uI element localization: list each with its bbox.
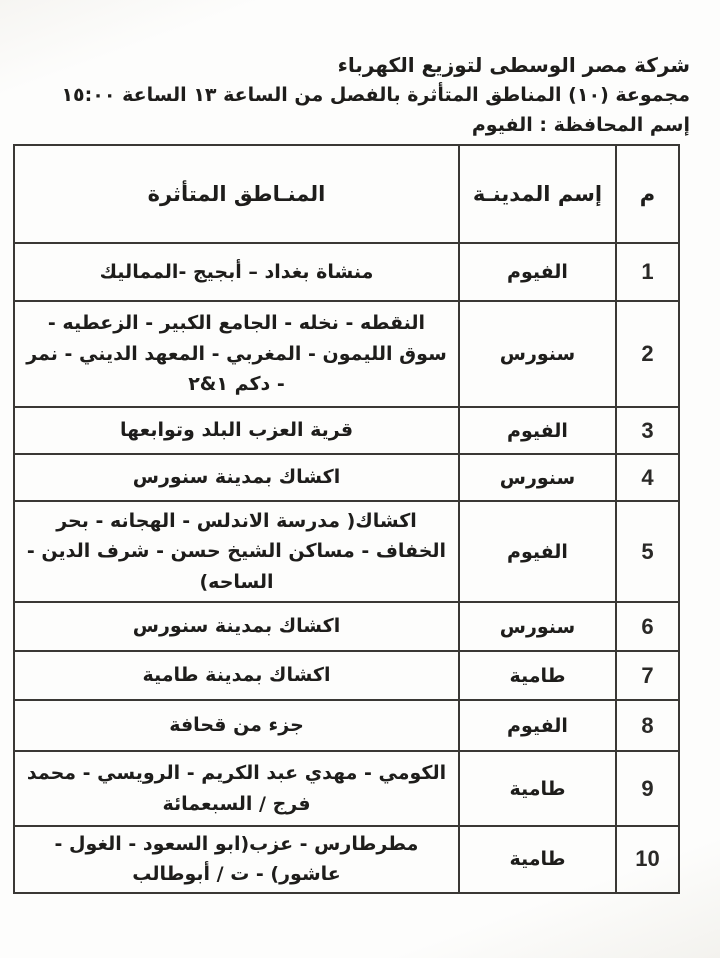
affected-areas-table (13, 144, 680, 894)
affected-areas: جزء من قحافة (14, 700, 459, 751)
row-number: 10 (616, 826, 679, 893)
table-row (14, 826, 679, 893)
row-number: 5 (616, 501, 679, 602)
column-header-number: م (616, 145, 679, 243)
table-header-row (14, 145, 679, 243)
row-number: 7 (616, 651, 679, 700)
group-schedule-line: مجموعة (١٠) المناطق المتأثرة بالفصل من الساعة ١٣ الساعة ١٥:٠٠ (61, 84, 690, 106)
table-row (14, 602, 679, 651)
affected-areas: قرية العزب البلد وتوابعها (14, 407, 459, 454)
city-name: طامية (459, 826, 616, 893)
table-row (14, 501, 679, 602)
table-row (14, 407, 679, 454)
affected-areas: اكشاك( مدرسة الاندلس - الهجانه - بحر الخفاف - مساكن الشيخ حسن - شرف الدين - الساحه) (14, 501, 459, 602)
city-name: الفيوم (459, 501, 616, 602)
row-number: 6 (616, 602, 679, 651)
table-row (14, 454, 679, 501)
affected-areas: منشاة بغداد – أبجيج -المماليك (14, 243, 459, 301)
affected-areas: اكشاك بمدينة طامية (14, 651, 459, 700)
affected-areas: اكشاك بمدينة سنورس (14, 602, 459, 651)
city-name: الفيوم (459, 700, 616, 751)
row-number: 3 (616, 407, 679, 454)
affected-areas: الكومي - مهدي عبد الكريم - الرويسي - محمد فرج / السبعمائة (14, 751, 459, 826)
row-number: 9 (616, 751, 679, 826)
city-name: طامية (459, 651, 616, 700)
affected-areas: اكشاك بمدينة سنورس (14, 454, 459, 501)
column-header-city: إسم المدينـة (459, 145, 616, 243)
row-number: 1 (616, 243, 679, 301)
table-row (14, 651, 679, 700)
table-row (14, 301, 679, 407)
company-name: شركة مصر الوسطى لتوزيع الكهرباء (337, 53, 690, 77)
table-row (14, 700, 679, 751)
city-name: سنورس (459, 301, 616, 407)
table-row (14, 751, 679, 826)
row-number: 8 (616, 700, 679, 751)
column-header-areas: المنـاطق المتأثرة (14, 145, 459, 243)
row-number: 2 (616, 301, 679, 407)
affected-areas: النقطه - نخله - الجامع الكبير - الزعطيه - سوق الليمون - المغربي - المعهد الديني - نمر - دكم ١&٢ (14, 301, 459, 407)
city-name: سنورس (459, 454, 616, 501)
city-name: سنورس (459, 602, 616, 651)
city-name: طامية (459, 751, 616, 826)
city-name: الفيوم (459, 407, 616, 454)
table-row (14, 243, 679, 301)
row-number: 4 (616, 454, 679, 501)
affected-areas: مطرطارس - عزب(ابو السعود - الغول - عاشور) - ت / أبوطالب (14, 826, 459, 893)
city-name: الفيوم (459, 243, 616, 301)
document-header (0, 0, 720, 140)
governorate-line: إسم المحافظة : الفيوم (471, 114, 690, 136)
